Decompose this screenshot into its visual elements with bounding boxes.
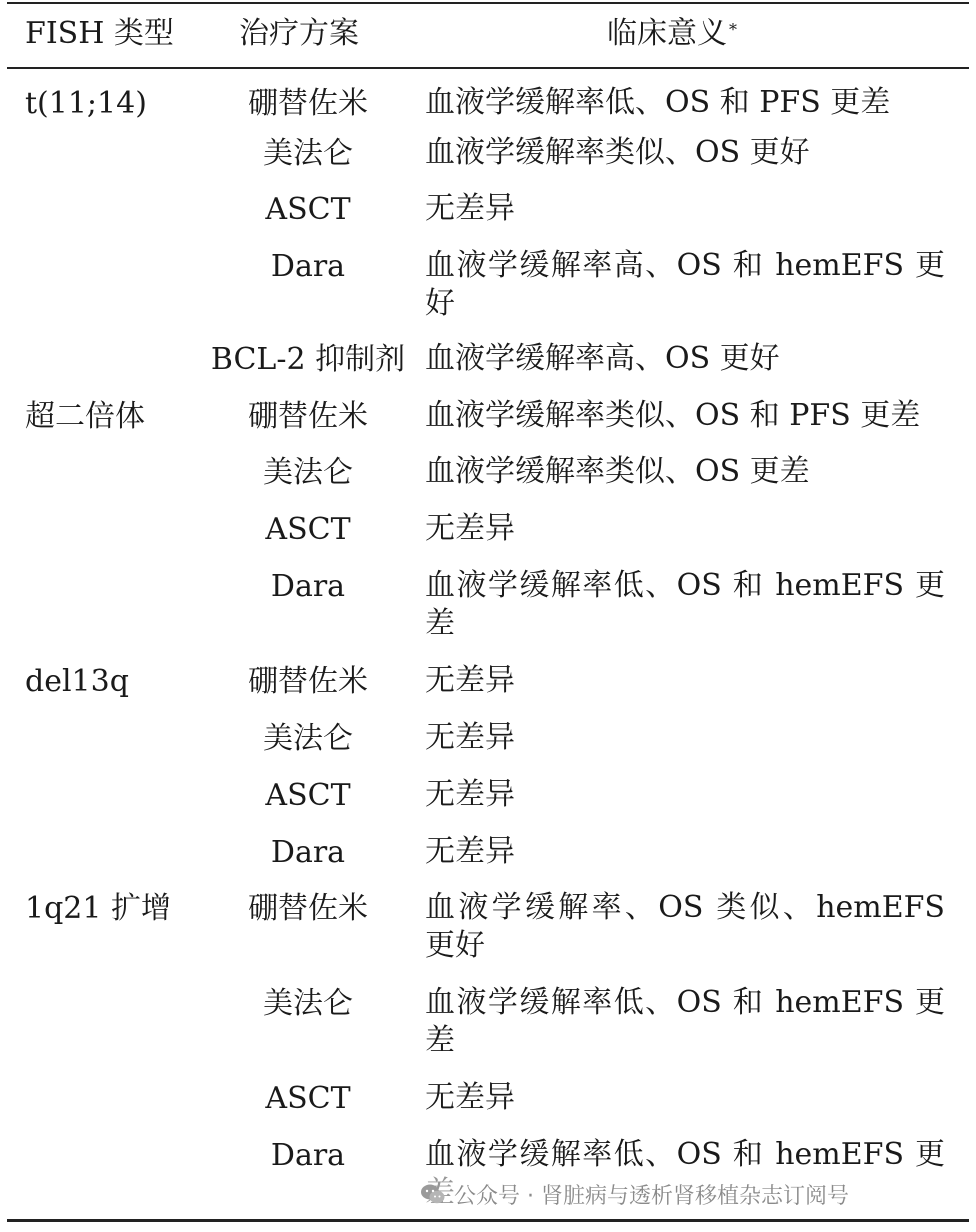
treatment-cell: 美法仑 (263, 721, 353, 756)
watermark (420, 1176, 849, 1212)
table-header-rule (7, 67, 969, 69)
treatment-cell: ASCT (265, 1081, 351, 1116)
wechat-icon (420, 1181, 446, 1207)
significance-cell: 血液学缓解率类似、OS 更差 (425, 454, 810, 489)
watermark-text: 公众号 · 肾脏病与透析肾移植杂志订阅号 (454, 1183, 849, 1209)
treatment-cell: 硼替佐米 (248, 399, 368, 434)
significance-cell: 血液学缓解率类似、OS 更好 (425, 135, 810, 170)
fish-type-cell: t(11;14) (25, 86, 147, 121)
treatment-cell: 美法仑 (263, 136, 353, 171)
significance-cell: 血液学缓解率低、OS 和 PFS 更差 (425, 85, 891, 120)
header-treatment: 治疗方案 (239, 16, 359, 51)
treatment-cell: Dara (270, 569, 346, 604)
treatment-cell: 硼替佐米 (248, 891, 368, 926)
table-top-rule (7, 2, 969, 4)
fish-type-cell: 超二倍体 (25, 399, 145, 434)
treatment-cell: 美法仑 (263, 455, 353, 490)
significance-cell: 血液学缓解率低、OS 和 hemEFS 更差 (425, 985, 945, 1058)
treatment-cell: ASCT (265, 512, 351, 547)
significance-cell: 无差异 (425, 1080, 515, 1115)
treatment-cell: ASCT (265, 778, 351, 813)
significance-cell: 血液学缓解率高、OS 和 hemEFS 更好 (425, 248, 945, 321)
significance-cell: 无差异 (425, 720, 515, 755)
significance-cell: 血液学缓解率高、OS 更好 (425, 341, 780, 376)
significance-cell: 无差异 (425, 777, 515, 812)
treatment-cell: Dara (270, 835, 346, 870)
table-bottom-rule (7, 1219, 969, 1222)
significance-cell: 无差异 (425, 511, 515, 546)
fish-type-cell: 1q21 扩增 (25, 891, 172, 926)
treatment-cell: Dara (270, 249, 346, 284)
treatment-cell: Dara (270, 1138, 346, 1173)
significance-cell: 血液学缓解率、OS 类似、hemEFS 更好 (425, 890, 945, 963)
treatment-cell: ASCT (265, 192, 351, 227)
significance-cell: 无差异 (425, 191, 515, 226)
header-significance (607, 14, 737, 54)
significance-cell: 血液学缓解率低、OS 和 hemEFS 更 (425, 1137, 945, 1172)
significance-cell: 血液学缓解率类似、OS 和 PFS 更差 (425, 398, 921, 433)
fish-type-cell: del13q (25, 664, 129, 699)
significance-cell: 无差异 (425, 663, 515, 698)
treatment-cell: 硼替佐米 (248, 664, 368, 699)
significance-cell: 无差异 (425, 834, 515, 869)
treatment-cell: 硼替佐米 (248, 86, 368, 121)
treatment-cell: 美法仑 (263, 986, 353, 1021)
header-significance-mark: * (729, 20, 737, 39)
data-table (7, 0, 969, 1224)
header-fish-type: FISH 类型 (25, 16, 174, 51)
treatment-cell: BCL-2 抑制剂 (210, 342, 406, 377)
significance-cell: 血液学缓解率低、OS 和 hemEFS 更差 (425, 568, 945, 641)
header-significance-label: 临床意义 (607, 16, 727, 51)
